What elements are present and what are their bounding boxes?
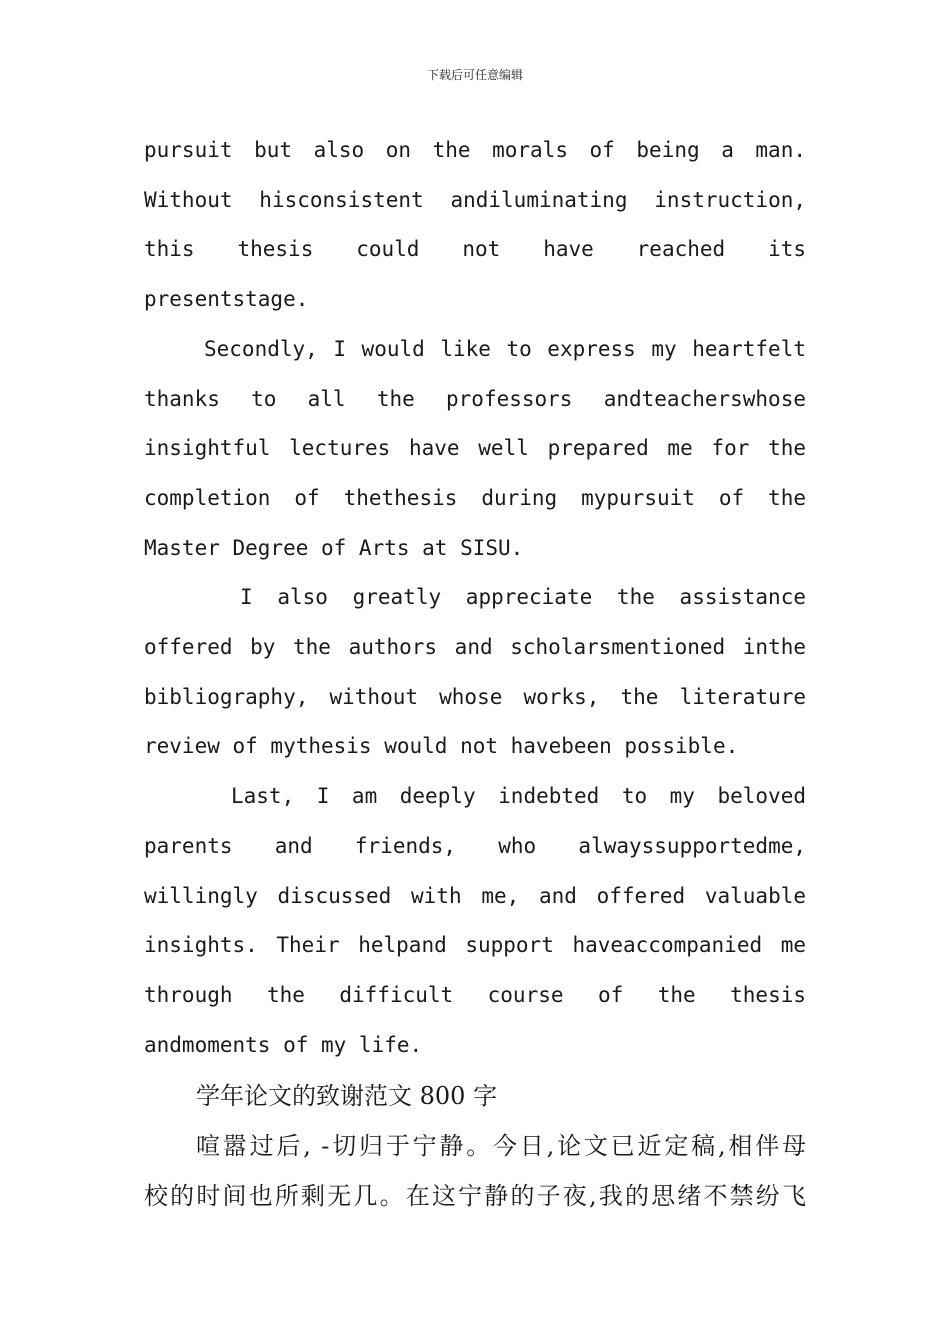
body-line: andmoments of my life. xyxy=(144,1033,423,1057)
body-line: thanks to all the professors andteacherswhose xyxy=(144,387,806,411)
body-line: pursuit but also on the morals of being a man. xyxy=(144,138,806,162)
body-line: insights. Their helpand support haveaccompanied me xyxy=(144,933,806,957)
body-line: review of mythesis would not havebeen possible. xyxy=(144,734,739,758)
body-line: insightful lectures have well prepared me for the xyxy=(144,436,806,460)
body-line: presentstage. xyxy=(144,287,309,311)
body-line: parents and friends, who alwayssupportedme, xyxy=(144,834,806,858)
body-line: through the difficult course of the thesis xyxy=(144,983,806,1007)
body-line: Master Degree of Arts at SISU. xyxy=(144,536,524,560)
page-header: 下载后可任意编辑 xyxy=(426,68,523,82)
body-line: Last, I am deeply indebted to my beloved xyxy=(231,784,806,808)
body-line: this thesis could not have reached its xyxy=(144,237,806,261)
body-line: completion of thethesis during mypursuit of the xyxy=(144,486,806,510)
body-line: Secondly, I would like to express my heartfelt xyxy=(204,337,806,361)
body-line: I also greatly appreciate the assistance xyxy=(240,585,806,609)
chinese-paragraph-line-1: 喧嚣过后, -切归于宁静。今日,论文已近定稿,相伴母 xyxy=(196,1132,806,1160)
body-line: willingly discussed with me, and offered valuable xyxy=(144,884,806,908)
chinese-paragraph-line-2: 校的时间也所剩无几。在这宁静的子夜,我的思绪不禁纷飞 xyxy=(144,1182,806,1210)
body-line: Without hisconsistent andiluminating instruction, xyxy=(144,188,806,212)
body-line: bibliography, without whose works, the literature xyxy=(144,685,806,709)
body-line: offered by the authors and scholarsmentioned inthe xyxy=(144,635,806,659)
chinese-heading: 学年论文的致谢范文 800 字 xyxy=(196,1082,498,1110)
